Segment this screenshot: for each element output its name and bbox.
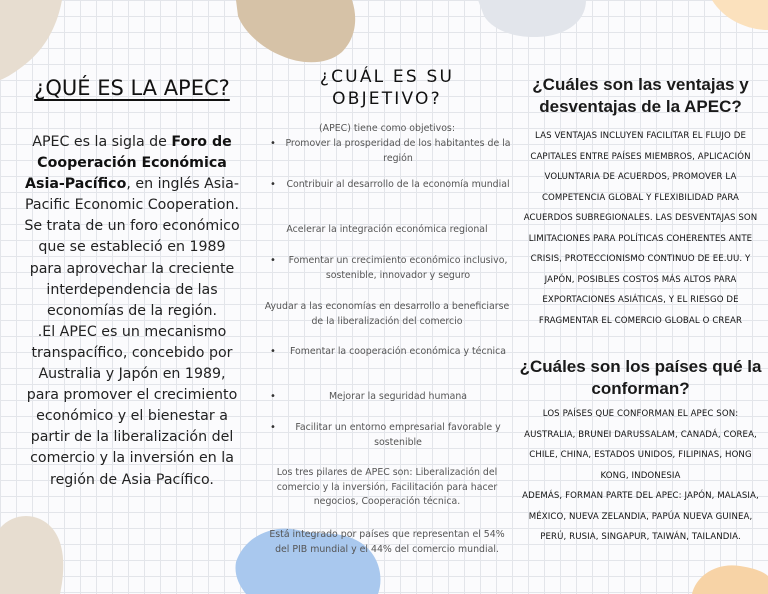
bullet-icon: • — [270, 179, 276, 190]
blob-top-left — [0, 0, 62, 80]
pillars-text: Los tres pilares de APEC son: Liberalización del comercio y la inversión, Facilitación para hacer negocios, Cooperación técnica. — [276, 467, 498, 508]
objective-item: Ayudar a las economías en desarrollo a beneficiarse de la liberalización del comercio — [264, 301, 510, 327]
member-countries-text: LOS PAÍSES QUE CONFORMAN EL APEC SON: AUSTRALIA, BRUNEI DARUSSALAM, CANADÁ, COREA, CHILE, CHINA, ESTADOS UNIDOS, FILIPINAS, HONG KONG, INDONESIA — [524, 409, 757, 481]
objective-item: • Fomentar un crecimiento económico inclusivo, sostenible, innovador y seguro — [262, 254, 512, 283]
bullet-icon: • — [270, 346, 276, 357]
additional-members-text: ADEMÁS, FORMAN PARTE DEL APEC: JAPÓN, MALASIA, MÉXICO, NUEVA ZELANDIA, PAPÚA NUEVA GUINEA, PERÚ, RUSIA, SINGAPUR, TAIWÁN, TAILANDIA. — [522, 491, 759, 542]
heading-member-countries: ¿Cuáles son los países qué la conforman? — [519, 357, 762, 398]
heading-pros-cons: ¿Cuáles son las ventajas y desventajas de la APEC? — [532, 75, 749, 116]
objective-item: • Facilitar un entorno empresarial favorable y sostenible — [262, 421, 512, 450]
composition-text: Está integrado por países que representan el 54% del PIB mundial y el 44% del comercio mundial. — [269, 529, 505, 555]
objectives-intro: (APEC) tiene como objetivos: — [319, 123, 455, 134]
heading-what-is-apec: ¿QUÉ ES LA APEC? — [34, 76, 230, 100]
intro-text: APEC es la sigla de — [32, 134, 172, 150]
bullet-icon: • — [270, 255, 276, 266]
heading-objective: ¿CUÁL ES SU OBJETIVO? — [319, 67, 455, 109]
objective-item: • Promover la prosperidad de los habitantes de la región — [262, 137, 512, 166]
blob-bottom-right — [692, 565, 768, 594]
forum-name: Foro de Cooperación Económica Asia-Pacífico — [25, 134, 232, 193]
bullet-icon: • — [270, 138, 276, 149]
bullet-icon: • — [270, 422, 276, 433]
objective-item: • Mejorar la seguridad humana — [262, 390, 512, 405]
what-is-apec-text — [22, 132, 242, 491]
bullet-icon: • — [270, 391, 276, 402]
blob-top-right-peach — [712, 0, 768, 30]
objective-item: Acelerar la integración económica regional — [286, 224, 488, 235]
blob-top-center — [236, 0, 355, 62]
intro-text-2: , en inglés Asia-Pacific Economic Cooperation. Se trata de un foro económico que se estableció en 1989 para aprovechar la creciente interdependencia de las economías de la región. — [24, 176, 240, 319]
pros-cons-text: LAS VENTAJAS INCLUYEN FACILITAR EL FLUJO DE CAPITALES ENTRE PAÍSES MIEMBROS, APLICACIÓN VOLUNTARIA DE ACUERDOS, PROMOVER LA COMPETENCIA GLOBAL Y FLEXIBILIDAD PARA ACUERDOS SUBREGIONALES. LAS DESVENTAJAS SON LIMITACIONES PARA POLÍTICAS COHERENTES ANTE CRISIS, PROTECCIONISMO CONTINUO DE EE.UU. Y JAPÓN, POSIBLES COSTOS MÁS ALTOS PARA EXPORTACIONES ASIÁTICAS, Y EL RIESGO DE FRAGMENTAR EL COMERCIO GLOBAL O CREAR — [523, 131, 758, 326]
blob-bottom-left — [0, 516, 63, 594]
objective-item: • Contribuir al desarrollo de la economía mundial — [262, 178, 512, 193]
blob-top-right-gray — [478, 0, 586, 37]
mechanism-text: .El APEC es un mecanismo transpacífico, concebido por Australia y Japón en 1989, para promover el crecimiento económico y el bienestar a partir de la liberalización del comercio y la inversión en la región de Asia Pacífico. — [26, 323, 238, 488]
objective-item: • Fomentar la cooperación económica y técnica — [262, 345, 512, 360]
